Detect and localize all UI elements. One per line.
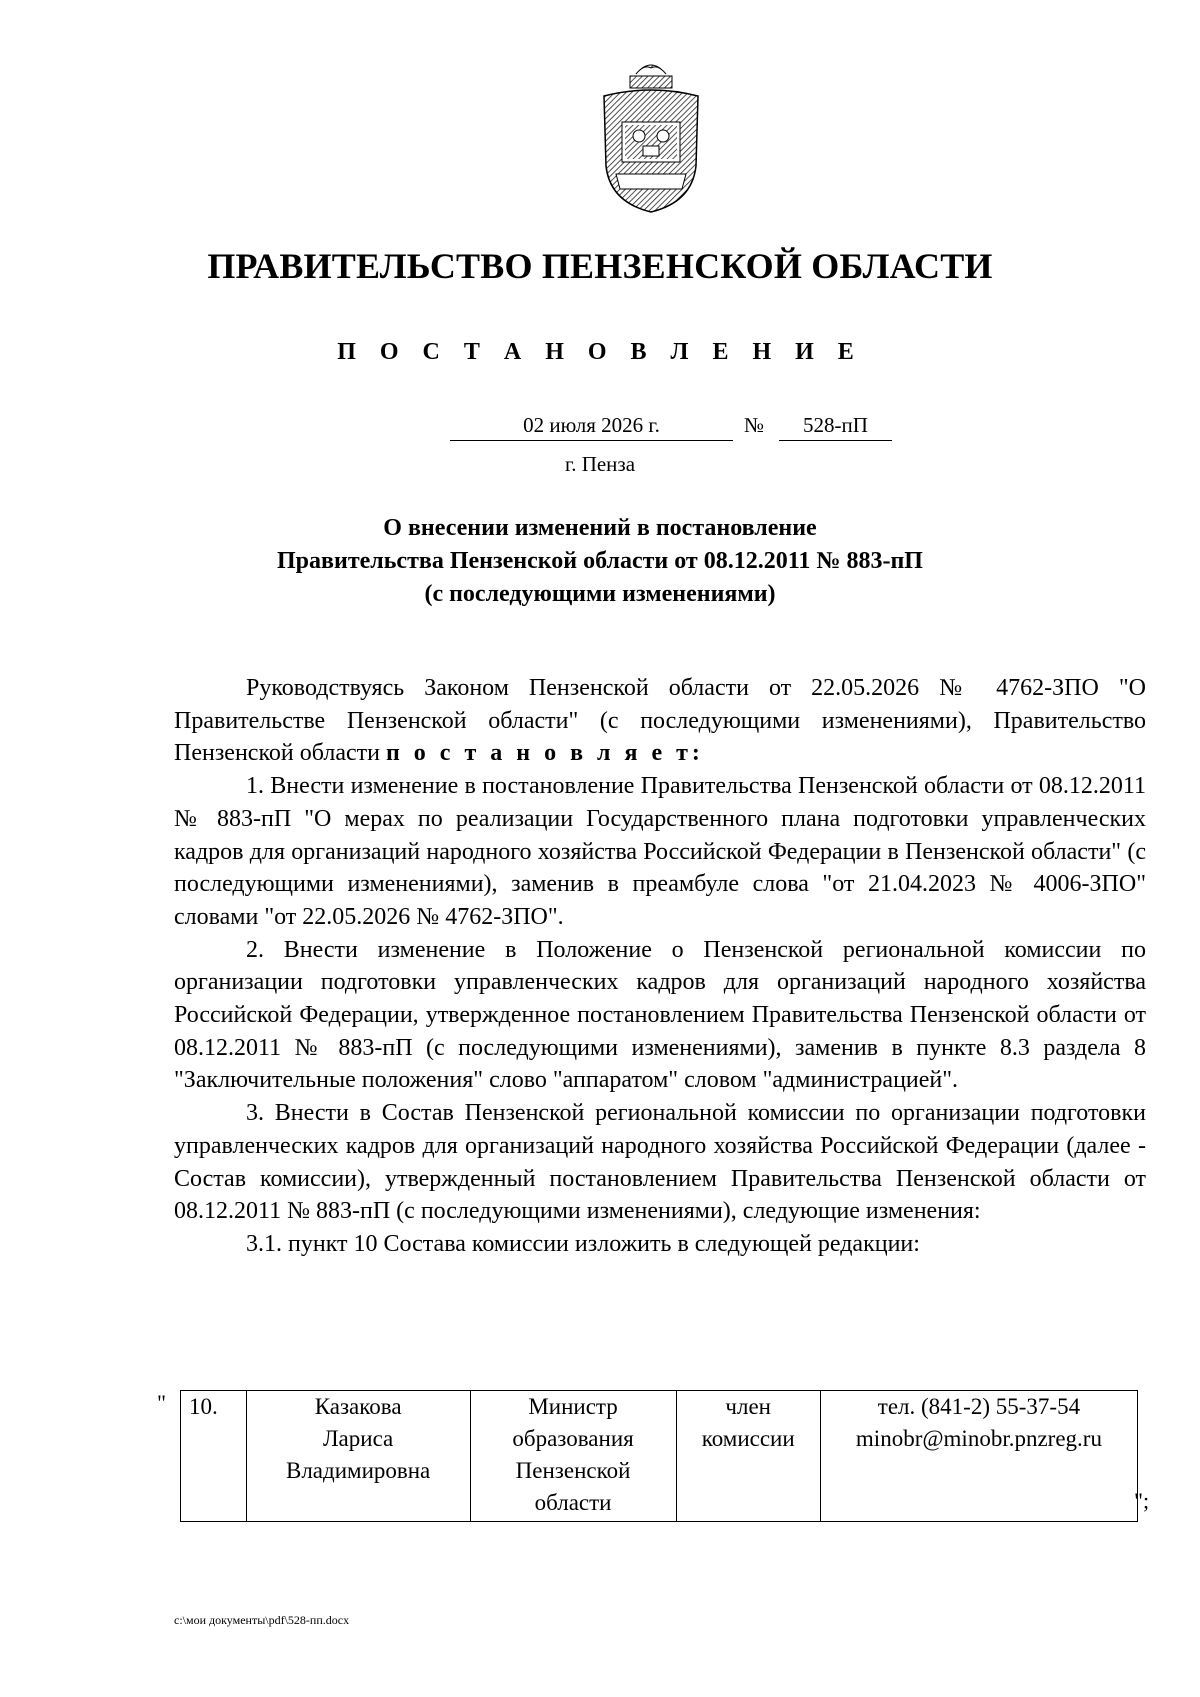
table-open-quote: " bbox=[157, 1390, 166, 1415]
decides-word: п о с т а н о в л я е т: bbox=[385, 740, 704, 767]
cell-number: 10. bbox=[181, 1391, 247, 1522]
subject-line: О внесении изменений в постановление bbox=[383, 515, 817, 541]
position-line: области bbox=[534, 1490, 612, 1515]
document-date: 02 июля 2026 г. bbox=[450, 413, 733, 441]
item-2: 2. Внести изменение в Положение о Пензенской региональной комиссии по организации подготовки управленческих кадров для организаций народного хозяйства Российской Федерации, утвержденное постановлением Правительства Пензенской области от 08.12.2011 № 883-пП (с последующими изменениями), заменив в пункте 8.3 раздела 8 "Заключительные положения" слово "аппаратом" словом "администрацией". bbox=[174, 936, 1146, 1094]
phone: тел. (841-2) 55-37-54 bbox=[877, 1394, 1081, 1419]
preamble-paragraph bbox=[174, 672, 1146, 770]
name-line: Казакова bbox=[314, 1394, 402, 1419]
position-line: Министр bbox=[528, 1394, 618, 1419]
name-line: Владимировна bbox=[285, 1458, 431, 1483]
subject-line: Правительства Пензенской области от 08.12.2011 № 883-пП bbox=[277, 548, 923, 574]
commission-table bbox=[180, 1390, 1138, 1522]
cell-role bbox=[676, 1391, 820, 1522]
item-1: 1. Внести изменение в постановление Правительства Пензенской области от 08.12.2011 № 883-пП "О мерах по реализации Государственного плана подготовки управленческих кадров для организаций народного хозяйства Российской Федерации в Пензенской области" (с последующими изменениями), заменив в преамбуле слова "от 21.04.2023 № 4006-ЗПО" словами "от 22.05.2026 № 4762-ЗПО". bbox=[174, 773, 1146, 930]
number-sign: № bbox=[744, 413, 765, 437]
email: minobr@minobr.pnzreg.ru bbox=[855, 1426, 1102, 1451]
item-3: 3. Внести в Состав Пензенской региональной комиссии по организации подготовки управленческих кадров для организаций народного хозяйства Российской Федерации (далее - Состав комиссии), утвержденный постановлением Правительства Пензенской области от 08.12.2011 № 883-пП (с последующими изменениями), следующие изменения: bbox=[174, 1100, 1146, 1225]
role-line: комиссии bbox=[701, 1426, 795, 1451]
position-line: образования bbox=[512, 1426, 634, 1451]
position-line: Пензенской bbox=[515, 1458, 631, 1483]
government-title: ПРАВИТЕЛЬСТВО ПЕНЗЕНСКОЙ ОБЛАСТИ bbox=[207, 246, 993, 286]
cell-name bbox=[246, 1391, 470, 1522]
city: г. Пенза bbox=[564, 452, 636, 476]
preamble-text: Руководствуясь Законом Пензенской области от 22.05.2026 № 4762-ЗПО "О Правительстве Пензенской области" (с последующими изменениями), Правительство Пензенской области bbox=[174, 675, 1146, 767]
subject-line: (с последующими изменениями) bbox=[424, 581, 776, 607]
document-type: П О С Т А Н О В Л Е Н И Е bbox=[337, 339, 863, 365]
document-body bbox=[174, 672, 1146, 1261]
item-3-1: 3.1. пункт 10 Состава комиссии изложить в следующей редакции: bbox=[246, 1230, 920, 1257]
cell-contacts bbox=[820, 1391, 1137, 1522]
penza-region-coat-of-arms-icon bbox=[596, 54, 706, 214]
table-close-quote: "; bbox=[1134, 1488, 1150, 1513]
name-line: Лариса bbox=[322, 1426, 394, 1451]
document-subject bbox=[0, 512, 1200, 611]
file-path-footer: c:\мои документы\pdf\528-пп.docx bbox=[174, 1613, 350, 1627]
table-row bbox=[181, 1391, 1138, 1522]
commission-table-grid bbox=[180, 1390, 1138, 1522]
role-line: член bbox=[725, 1394, 771, 1419]
document-number: 528-пП bbox=[779, 413, 892, 441]
cell-position bbox=[470, 1391, 676, 1522]
